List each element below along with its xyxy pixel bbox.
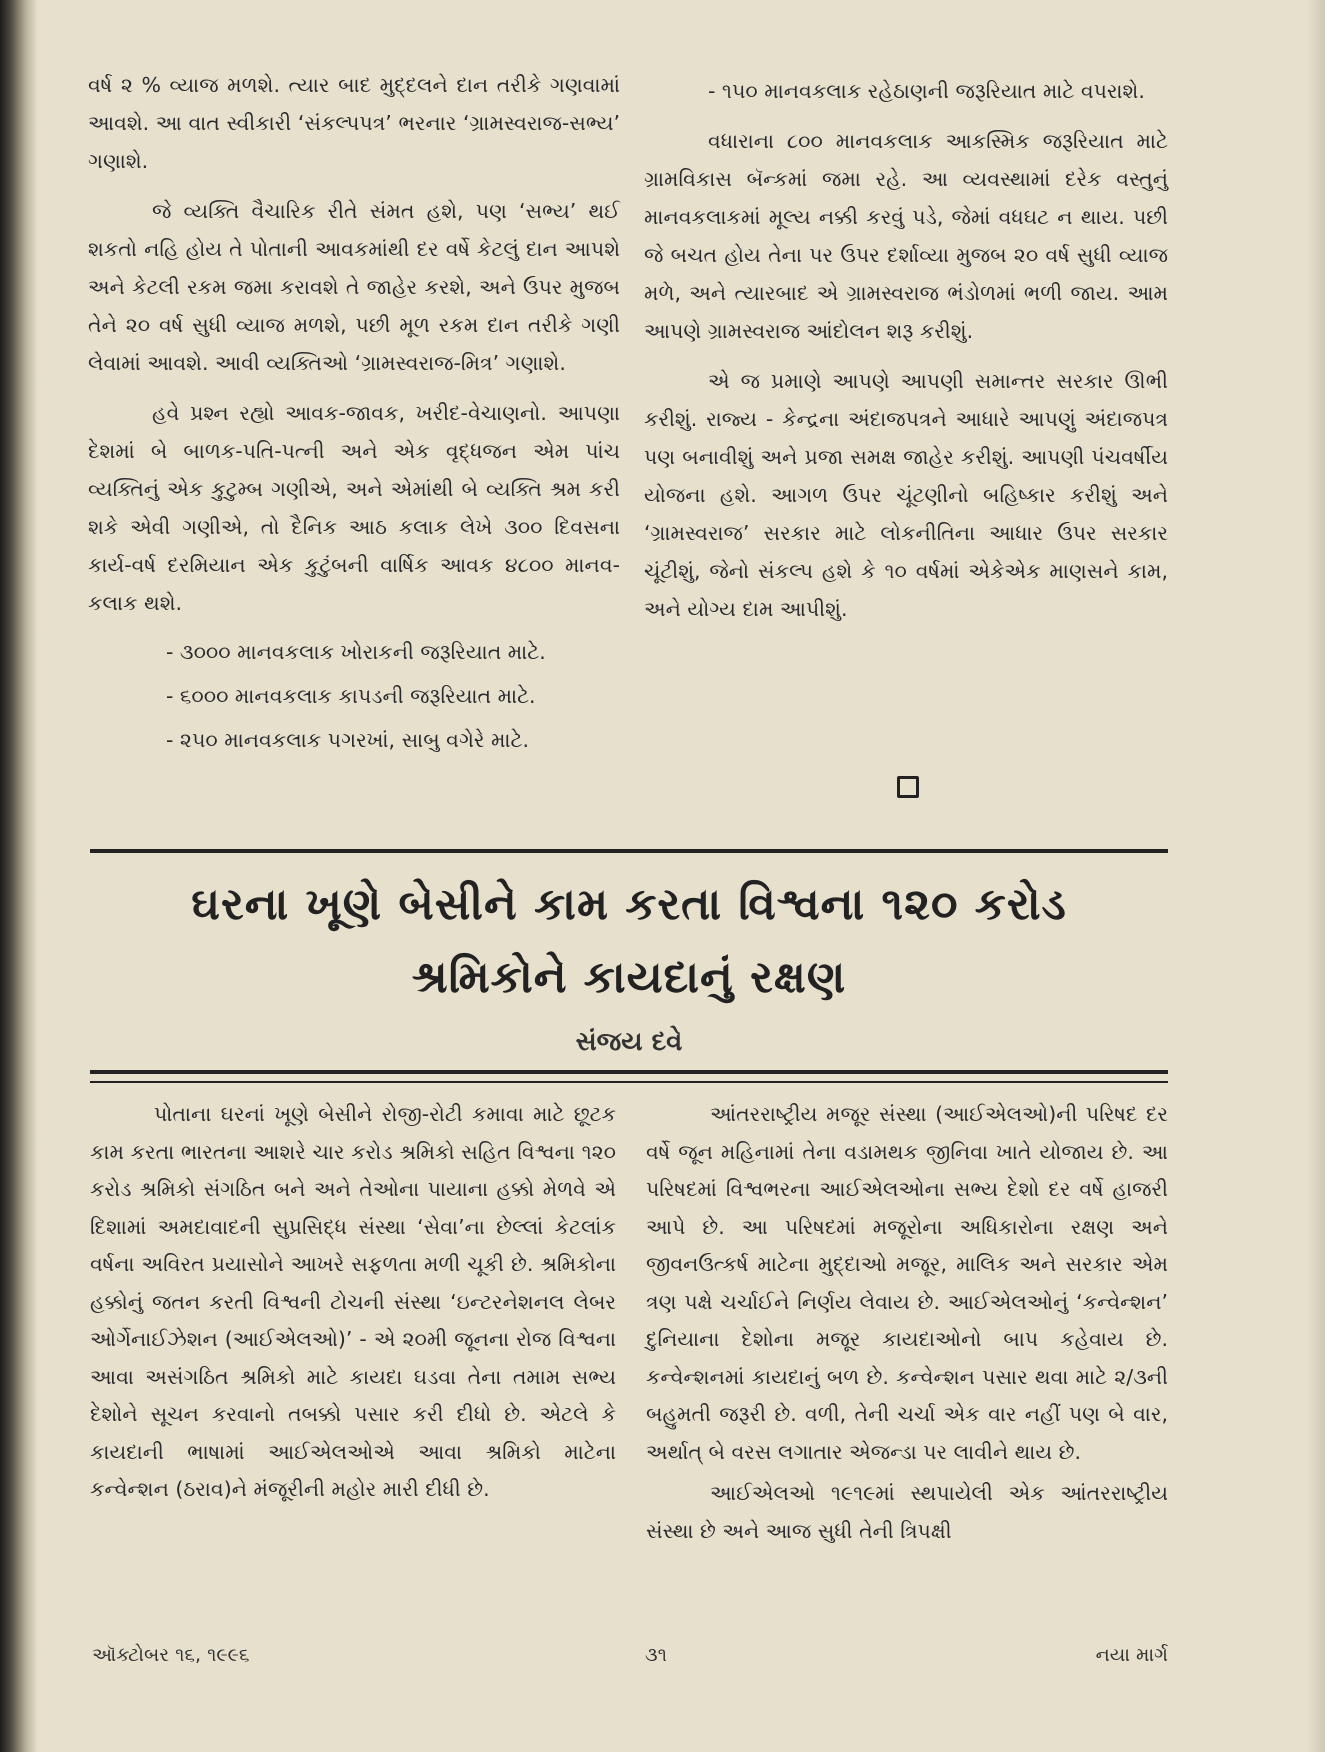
article1-paragraph: - ૧૫૦ માનવકલાક રહેઠાણની જરૂરિયાત માટે વપરાશે. — [708, 79, 1145, 103]
scanned-page-edge-right — [1307, 0, 1325, 1752]
allocation-item: - ૬૦૦૦ માનવકલાક કાપડની જરૂરિયાત માટે. — [166, 684, 536, 708]
magazine-name: નયા માર્ગ — [1095, 1644, 1168, 1666]
section-divider — [90, 849, 1168, 853]
article2-title-line2: શ્રમિકોને કાયદાનું રક્ષણ — [411, 952, 847, 1003]
byline-divider-thick — [90, 1070, 1168, 1074]
page-number: ૩૧ — [645, 1644, 667, 1666]
article1-paragraph: જે વ્યક્તિ વૈચારિક રીતે સંમત હશે, પણ ‘સભ્ય’ થઈ શકતો નહિ હોય તે પોતાની આવકમાંથી દર વર્ષે કેટલું દાન આપશે અને કેટલી રકમ જમા કરાવશે તે જાહેર કરશે, અને ઉપર મુજબ તેને ૨૦ વર્ષ સુધી વ્યાજ મળશે, પછી મૂળ રકમ દાન તરીકે ગણી લેવામાં આવશે. આવી વ્યક્તિઓ ‘ગ્રામસ્વરાજ-મિત્ર’ ગણાશે. — [88, 199, 620, 375]
article2-paragraph: પોતાના ઘરનાં ખૂણે બેસીને રોજી-રોટી કમાવા માટે છૂટક કામ કરતા ભારતના આશરે ચાર કરોડ શ્રમિકો સહિત વિશ્વના ૧૨૦ કરોડ શ્રમિકો સંગઠિત બને અને તેઓના પાયાના હક્કો મેળવે એ દિશામાં અમદાવાદની સુપ્રસિદ્ધ સંસ્થા ‘સેવા’ના છેલ્લાં કેટલાંક વર્ષના અવિરત પ્રયાસોને આખરે સફળતા મળી ચૂકી છે. શ્રમિકોના હક્કોનું જતન કરતી વિશ્વની ટોચની સંસ્થા ‘ઇન્ટરનેશનલ લેબર ઓર્ગેનાઈઝેશન (આઈએલઓ)’ - એ ૨૦મી જૂનના રોજ વિશ્વના આવા અસંગઠિત શ્રમિકો માટે કાયદા ઘડવા તેના તમામ સભ્ય દેશોને સૂચન કરવાનો તબક્કો પસાર કરી દીધો છે. એટલે કે કાયદાની ભાષામાં આઈએલઓએ આવા શ્રમિકો માટેના કન્વેન્શન (ઠરાવ)ને મંજૂરીની મહોર મારી દીધી છે. — [90, 1102, 616, 1501]
article1-paragraph: વર્ષ ૨ % વ્યાજ મળશે. ત્યાર બાદ મુદ્દલને દાન તરીકે ગણવામાં આવશે. આ વાત સ્વીકારી ‘સંકલ્પપત્ર’ ભરનાર ‘ગ્રામસ્વરાજ-સભ્ય’ ગણાશે. — [88, 73, 620, 173]
article1-paragraph: વધારાના ૮૦૦ માનવકલાક આકસ્મિક જરૂરિયાત માટે ગ્રામવિકાસ બૅન્કમાં જમા રહે. આ વ્યવસ્થામાં દરેક વસ્તુનું માનવકલાકમાં મૂલ્ય નક્કી કરવું પડે, જેમાં વધઘટ ન થાય. પછી જે બચત હોય તેના પર ઉપર દર્શાવ્યા મુજબ ૨૦ વર્ષ સુધી વ્યાજ મળે, અને ત્યારબાદ એ ગ્રામસ્વરાજ ભંડોળમાં ભળી જાય. આમ આપણે ગ્રામસ્વરાજ આંદોલન શરૂ કરીશું. — [644, 129, 1168, 343]
article2-right-column — [646, 1096, 1168, 1554]
scanned-page-edge — [0, 0, 38, 1752]
article2-paragraph: આંતરરાષ્ટ્રીય મજૂર સંસ્થા (આઈએલઓ)ની પરિષદ દર વર્ષે જૂન મહિનામાં તેના વડામથક જીનિવા ખાતે યોજાય છે. આ પરિષદમાં વિશ્વભરના આઈએલઓના સભ્ય દેશો દર વર્ષે હાજરી આપે છે. આ પરિષદમાં મજૂરોના અધિકારોના રક્ષણ અને જીવનઉત્કર્ષ માટેના મુદ્દાઓ મજૂર, માલિક અને સરકાર એમ ત્રણ પક્ષે ચર્ચાઈને નિર્ણય લેવાય છે. આઈએલઓનું ‘કન્વેન્શન’ દુનિયાના દેશોના મજૂર કાયદાઓનો બાપ કહેવાય છે. કન્વેન્શનમાં કાયદાનું બળ છે. કન્વેન્શન પસાર થવા માટે ૨/૩ની બહુમતી જરૂરી છે. વળી, તેની ચર્ચા એક વાર નહીં પણ બે વાર, અર્થાત્ બે વરસ લગાતાર એજન્ડા પર લાવીને થાય છે. — [646, 1102, 1168, 1464]
article1-right-column — [644, 72, 1168, 640]
article1-paragraph: એ જ પ્રમાણે આપણે આપણી સમાન્તર સરકાર ઊભી કરીશું. રાજ્ય - કેન્દ્રના અંદાજપત્રને આધારે આપણું અંદાજપત્ર પણ બનાવીશું અને પ્રજા સમક્ષ જાહેર કરીશું. આપણી પંચવર્ષીય યોજના હશે. આગળ ઉપર ચૂંટણીનો બહિષ્કાર કરીશું અને ‘ગ્રામસ્વરાજ’ સરકાર માટે લોકનીતિના આધાર ઉપર સરકાર ચૂંટીશું, જેનો સંકલ્પ હશે કે ૧૦ વર્ષમાં એકેએક માણસને કામ, અને યોગ્ય દામ આપીશું. — [644, 369, 1168, 621]
allocation-list — [88, 634, 620, 758]
article1-left-column — [88, 66, 620, 766]
allocation-item: - ૨૫૦ માનવકલાક પગરખાં, સાબુ વગેરે માટે. — [166, 728, 529, 752]
byline-divider-thin — [90, 1081, 1168, 1083]
allocation-item: - ૩૦૦૦ માનવકલાક ખોરાકની જરૂરિયાત માટે. — [166, 640, 546, 664]
article2-author: સંજય દવે — [575, 1027, 683, 1057]
article2-paragraph: આઈએલઓ ૧૯૧૯માં સ્થપાયેલી એક આંતરરાષ્ટ્રીય સંસ્થા છે અને આજ સુધી તેની ત્રિપક્ષી — [646, 1481, 1168, 1543]
article2-title-line1: ઘરના ખૂણે બેસીને કામ કરતા વિશ્વના ૧૨૦ કરોડ — [191, 879, 1067, 930]
article2-left-column — [90, 1096, 616, 1513]
article-end-mark-icon — [897, 776, 919, 798]
footer-date: ઑક્ટોબર ૧૬, ૧૯૯૬ — [92, 1644, 250, 1666]
article1-paragraph: હવે પ્રશ્ન રહ્યો આવક-જાવક, ખરીદ-વેચાણનો. આપણા દેશમાં બે બાળક-પતિ-પત્ની અને એક વૃદ્ધજન એમ પાંચ વ્યક્તિનું એક કુટુમ્બ ગણીએ, અને એમાંથી બે વ્યક્તિ શ્રમ કરી શકે એવી ગણીએ, તો દૈનિક આઠ કલાક લેખે ૩૦૦ દિવસના કાર્ય-વર્ષ દરમિયાન એક કુટુંબની વાર્ષિક આવક ૪૮૦૦ માનવ-કલાક થશે. — [88, 401, 620, 615]
